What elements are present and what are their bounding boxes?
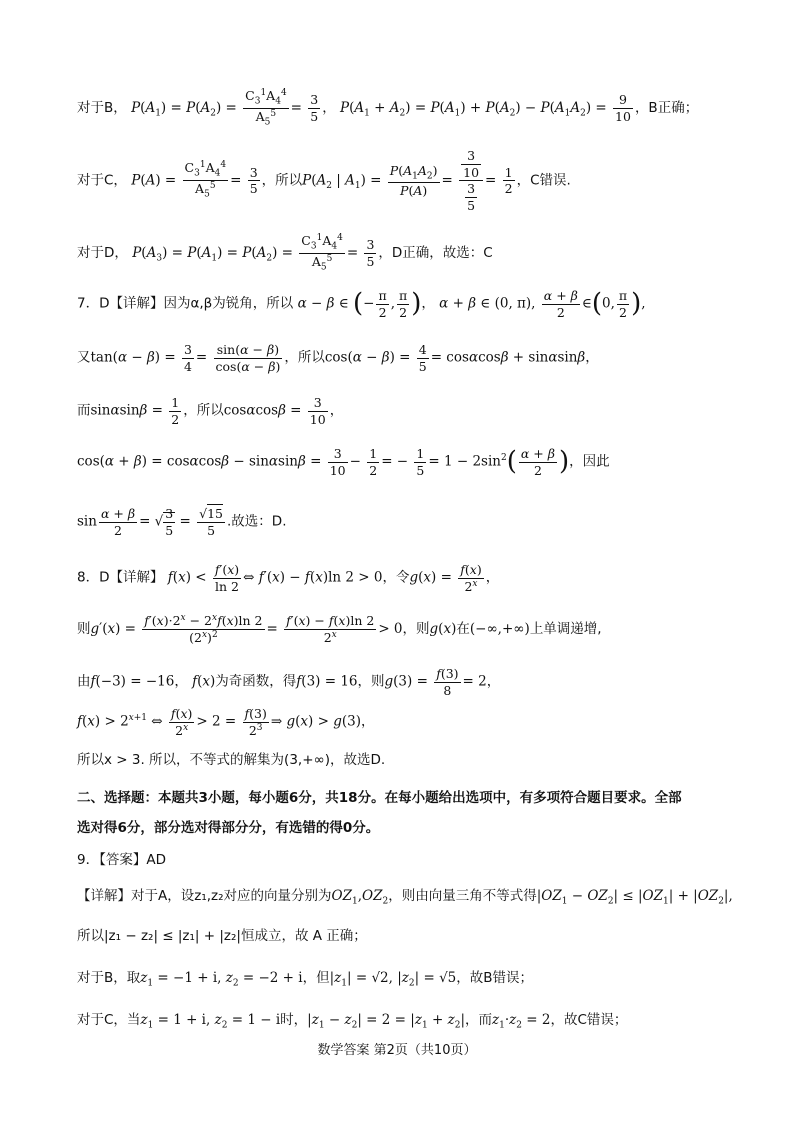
- text: ，令: [382, 569, 410, 586]
- q8-line5: 所以x > 3. 所以，不等式的解集为(3,+∞)，故选D.: [77, 752, 386, 768]
- q7-line5: sin $\frac{\alpha + \beta}{2}$ = √ $\frac{3}{5}$ = $\frac{√15}{5}$ .故选：D.: [77, 506, 287, 538]
- text: 由: [77, 673, 91, 690]
- fraction: $\frac{9}{10}$: [615, 92, 631, 124]
- text: ，故C错误；: [550, 1012, 628, 1028]
- section-two-heading: 二、选择题：本题共3小题，每小题6分，共18分。在每小题给出选项中，有多项符合题目要求。全部: [77, 790, 682, 806]
- text: ，而: [465, 1012, 492, 1028]
- text: 上单调递增,: [529, 620, 602, 637]
- text: ，C错误.: [516, 172, 571, 189]
- q8-line3: 由f(−3) = −16， f(x)为奇函数，得f(3) = 16，则g(3) = $\frac{f(3)}{8}$ = 2，: [77, 666, 501, 698]
- line-c: 对于C， P(A) = $\frac{C_3^1A_4^4}{A_5^5}$ = $\frac{3}{5}$ ，所以$P(A_2$ | $A_1$) = $\frac{P(A_1A_2)}{P(A)}$ = $\frac{\frac{3}{10}}{\frac{3}{5}}$ = $\frac{1}{2}$ ，C错误.: [77, 148, 571, 213]
- fraction: $\frac{P(A_1A_2)}{P(A)}$: [389, 162, 438, 199]
- fraction: $\frac{3}{5}$: [310, 92, 319, 124]
- text: 而: [77, 402, 91, 419]
- text: 则: [77, 620, 91, 637]
- text: 8．D【详解】: [77, 569, 164, 586]
- text: ，D正确，故选：C: [378, 244, 493, 261]
- q8-line2: 则g′(x) = $\frac{f'(x)\cdot 2^x - 2^xf(x)\ln 2}{(2^x)^2}$ = $\frac{f'(x) - f(x)\ln 2}{2^x}$ > 0，则g(x)在(−∞,+∞)上单调递增,: [77, 613, 602, 645]
- text: ，B正确；: [634, 99, 699, 116]
- fraction: $\frac{C_3^1A_4^4}{A_5^5}$: [301, 233, 343, 273]
- text: ，所以: [284, 349, 325, 366]
- text: 【详解】对于A，设z₁,z₂对应的向量分别为: [77, 888, 332, 904]
- q7-line1: 7．D【详解】因为α,β为锐角，所以 α − β ∈ (− $\frac{\pi}{2}$ , $\frac{\pi}{2}$ )， α + β ∈ (0, π), $\frac{\alpha + \beta}{2}$ ∈(0, $\frac{\pi}{2}$ ),: [77, 288, 646, 320]
- text: ，故B错误；: [456, 970, 534, 986]
- text: 对于D，: [77, 244, 128, 261]
- text: 为奇函数，得: [215, 673, 297, 690]
- q9-answer: 9．【答案】AD: [77, 852, 166, 868]
- q7-line3: 而sinαsinβ = $\frac{1}{2}$ ，所以cosαcosβ = $\frac{3}{10}$ ，: [77, 395, 344, 427]
- q9-line1: 【详解】对于A，设z₁,z₂对应的向量分别为$OZ_1,OZ_2$，则由向量三角不等式得$|OZ_1 - OZ_2| \le |OZ_1| + |OZ_2|$,: [77, 888, 733, 907]
- text: ，因此: [569, 453, 610, 470]
- section-two-heading-cont: 选对得6分，部分选对得部分分，有选错的得0分。: [77, 820, 380, 836]
- fraction: $\frac{C_3^1A_4^4}{A_5^5}$: [184, 160, 227, 200]
- q8-line1: 8．D【详解】 f(x) < $\frac{f'(x)}{\ln 2}$ ⇔ f′(x) − f(x)ln 2 > 0，令g(x) = $\frac{f(x)}{2^x}$ ，: [77, 562, 500, 594]
- q8-line4: $f(x) > 2^{x+1}$ ⇔ $\frac{f(x)}{2^x}$ > 2 = $\frac{f(3)}{2^3}$ ⇒ g(x) > g(3)，: [77, 706, 375, 738]
- text: 又: [77, 349, 91, 366]
- fraction: $\frac{3}{5}$: [366, 237, 375, 269]
- q9-line3: 对于B，取$z_1 = -1 + i$, $z_2 = -2 + i$，但$|z_1| = √2$, $|z_2| = √5$，故B错误；: [77, 970, 534, 989]
- fraction: $\frac{C_3^1A_4^4}{A_5^5}$: [245, 88, 287, 128]
- line-d: 对于D， $P(A_3) = P(A_1) = P(A_2)$ = $\frac{C_3^1A_4^4}{A_5^5}$ = $\frac{3}{5}$ ，D正确，故选：C: [77, 233, 493, 273]
- text: ，则: [357, 673, 385, 690]
- text: ，则: [402, 620, 430, 637]
- text: .故选：D.: [227, 513, 287, 530]
- line-b: 对于B， $P(A_1) = P(A_2)$ = $\frac{C_3^1A_4^4}{A_5^5}$ = $\frac{3}{5}$ ， $P(A_1 + A_2) = P(A_1) + P(A_2) - P(A_1A_2)$ = $\frac{9}{10}$ ，B正确；: [77, 88, 699, 128]
- fraction: $\frac{3}{5}$: [249, 164, 258, 197]
- text: 对于C，: [77, 172, 127, 189]
- text: 7．D【详解】因为α,β为锐角，所以: [77, 295, 294, 312]
- q9-line4: 对于C，当$z_1 = 1 + i$, $z_2 = 1 - i$时，$|z_1 - z_2| = 2 = |z_1 + z_2|$，而$z_1\cdot z_2 = 2$，故C错误；: [77, 1012, 628, 1031]
- text: 对于C，当: [77, 1012, 141, 1028]
- q7-line4: cos(α + β) = cosαcosβ − sinαsinβ = $\frac{3}{10}$ − $\frac{1}{2}$ = − $\frac{1}{5}$ = $1 - 2\sin^2$( $\frac{\alpha + \beta}{2}$ )，因此: [77, 446, 610, 478]
- text: 对于B，取: [77, 970, 141, 986]
- text: ，所以: [261, 172, 303, 189]
- q7-line2: 又tan(α − β) = $\frac{3}{4}$ = $\frac{\sin(\alpha - \beta)}{\cos(\alpha - \beta)}$ ，所以cos(α − β) = $\frac{4}{5}$ = cosαcosβ + sinαsinβ，: [77, 342, 599, 374]
- text: ，但: [302, 970, 330, 986]
- page-footer: 数学答案 第2页（共10页）: [317, 1043, 477, 1058]
- text: 对于B，: [77, 99, 127, 116]
- text: ，则由向量三角不等式得: [388, 888, 537, 904]
- text: ，所以: [183, 402, 224, 419]
- q9-line2: 所以|z₁ − z₂| ≤ |z₁| + |z₂|恒成立，故 A 正确；: [77, 928, 367, 944]
- fraction: $\frac{1}{2}$: [504, 164, 513, 197]
- compound-fraction: $\frac{\frac{3}{10}}{\frac{3}{5}}$: [459, 148, 483, 214]
